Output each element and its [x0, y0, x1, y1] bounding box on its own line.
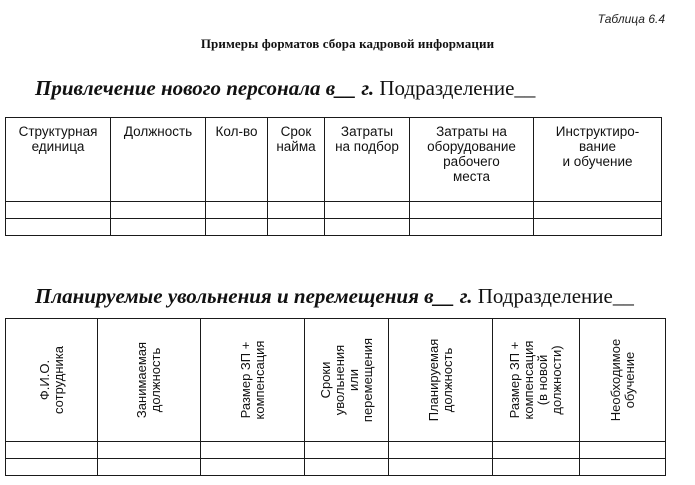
- dismissal-table: [5, 318, 666, 476]
- table-cell[interactable]: [410, 219, 534, 236]
- table-cell[interactable]: [389, 442, 493, 459]
- section1-heading-tail: Подразделение__: [379, 76, 536, 100]
- table-cell[interactable]: [98, 442, 201, 459]
- table-cell[interactable]: [111, 202, 206, 219]
- header-salary: Размер ЗП + компенсация: [201, 319, 305, 442]
- table-cell[interactable]: [534, 219, 662, 236]
- header-quantity: Кол-во: [206, 118, 268, 202]
- section2-heading-lead: Планируемые увольнения и перемещения в__ г.: [35, 284, 473, 308]
- header-dismissal-dates: Сроки увольнения или перемещения: [305, 319, 389, 442]
- section2-heading: [35, 284, 634, 309]
- table-cell[interactable]: [534, 202, 662, 219]
- table-cell[interactable]: [6, 202, 111, 219]
- table-cell[interactable]: [493, 459, 580, 476]
- table-cell[interactable]: [580, 442, 666, 459]
- table-cell[interactable]: [325, 219, 410, 236]
- table-cell[interactable]: [206, 202, 268, 219]
- table-cell[interactable]: [268, 202, 325, 219]
- table-cell[interactable]: [6, 442, 98, 459]
- table-row: [6, 219, 662, 236]
- table-cell[interactable]: [410, 202, 534, 219]
- table-cell[interactable]: [305, 442, 389, 459]
- table-cell[interactable]: [201, 442, 305, 459]
- table-row: [6, 442, 666, 459]
- table-cell[interactable]: [389, 459, 493, 476]
- table-cell[interactable]: [6, 219, 111, 236]
- header-hire-term: Срок найма: [268, 118, 325, 202]
- table-cell[interactable]: [111, 219, 206, 236]
- header-employee-name: Ф.И.О. сотрудника: [6, 319, 98, 442]
- header-required-training: Необходимое обучение: [580, 319, 666, 442]
- table-cell[interactable]: [580, 459, 666, 476]
- table-cell[interactable]: [206, 219, 268, 236]
- header-workplace-cost: Затраты на оборудование рабочего места: [410, 118, 534, 202]
- table-row: [6, 459, 666, 476]
- header-structural-unit: Структурная единица: [6, 118, 111, 202]
- header-current-position: Занимаемая должность: [98, 319, 201, 442]
- new-staff-table: [5, 117, 662, 236]
- table-header-row: [6, 118, 662, 202]
- table-cell[interactable]: [325, 202, 410, 219]
- table-cell[interactable]: [6, 459, 98, 476]
- section1-heading-lead: Привлечение нового персонала в__ г.: [35, 76, 375, 100]
- header-new-salary: Размер ЗП + компенсация (в новой должности): [493, 319, 580, 442]
- header-planned-position: Планируемая должность: [389, 319, 493, 442]
- table-row: [6, 202, 662, 219]
- header-recruit-cost: Затраты на подбор: [325, 118, 410, 202]
- table-header-row: [6, 319, 666, 442]
- header-position: Должность: [111, 118, 206, 202]
- section1-heading: [35, 76, 535, 101]
- table-cell[interactable]: [268, 219, 325, 236]
- table-cell[interactable]: [493, 442, 580, 459]
- table-number-label: Таблица 6.4: [597, 12, 665, 26]
- section2-heading-tail: Подразделение__: [477, 284, 634, 308]
- header-training: Инструктиро- вание и обучение: [534, 118, 662, 202]
- document-title: Примеры форматов сбора кадровой информации: [200, 36, 495, 51]
- table-cell[interactable]: [201, 459, 305, 476]
- table-cell[interactable]: [305, 459, 389, 476]
- table-cell[interactable]: [98, 459, 201, 476]
